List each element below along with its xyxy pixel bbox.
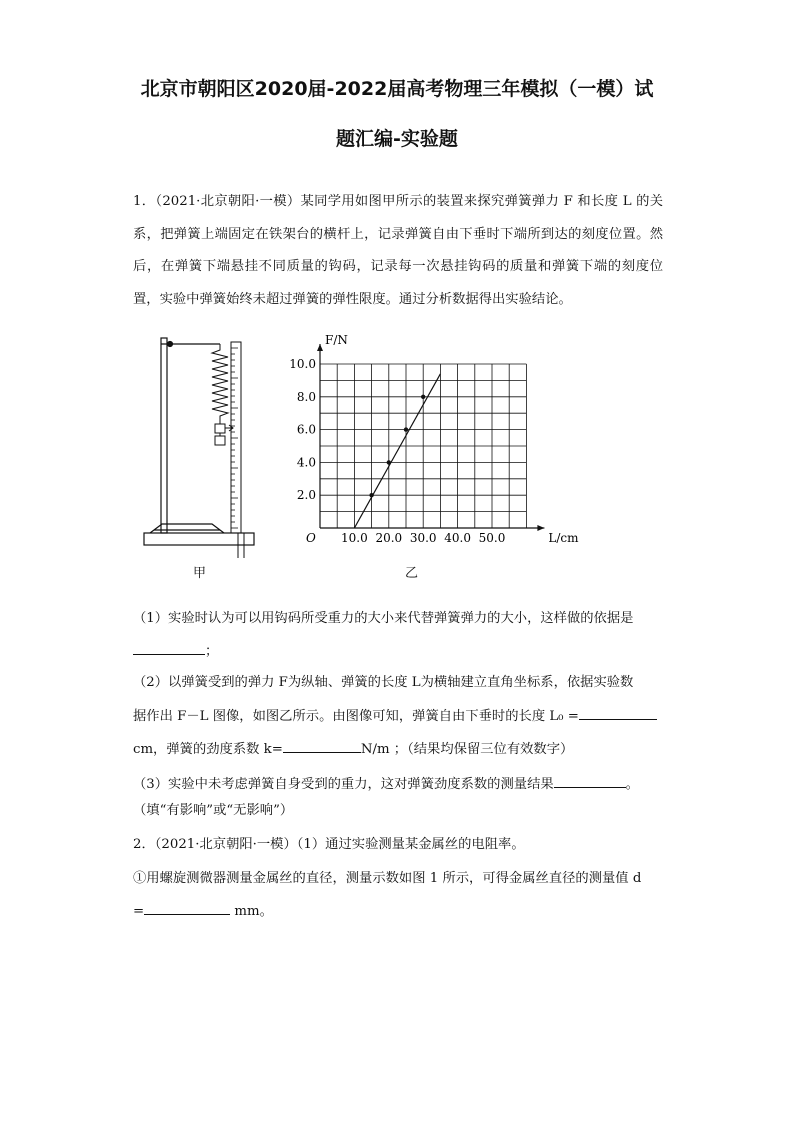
f-l-chart — [285, 330, 579, 550]
y-tick-label: 2.0 — [296, 488, 316, 503]
origin-label: O — [306, 531, 316, 545]
q1-sub1-text: （1）实验时认为可以用钩码所受重力的大小来代替弹簧弹力的大小，这样做的依据是 — [133, 611, 634, 626]
q2-item1-eq: = — [133, 904, 145, 919]
q1-sub3-line2: （填“有影响”或“无影响”） — [133, 803, 294, 818]
iron-stand — [144, 338, 254, 545]
q1-sub1-answer-line — [133, 640, 678, 663]
data-point — [421, 395, 425, 399]
q1-sub2-line2 — [133, 705, 678, 728]
x-tick-label: 30.0 — [409, 531, 437, 545]
y-tick-label: 8.0 — [296, 389, 316, 404]
q1-sub3-line1 — [133, 773, 678, 796]
q2-item1-unit: mm。 — [230, 904, 273, 919]
hook-weights — [215, 422, 233, 445]
y-tick-label: 6.0 — [296, 422, 316, 437]
q2-stem: 2．（2021·北京朝阳·一模）（1）通过实验测量某金属丝的电阻率。 — [133, 837, 525, 852]
x-axis-label: L/cm — [548, 531, 579, 545]
title-line-1: 北京市朝阳区2020届-2022届高考物理三年模拟（一模）试 — [140, 78, 654, 100]
figure-a-label: 甲 — [193, 566, 207, 581]
x-tick-label: 10.0 — [341, 531, 368, 545]
q2-item1-line1: ①用螺旋测微器测量金属丝的直径，测量示数如图 1 所示，可得金属丝直径的测量值 d — [133, 871, 642, 886]
answer-blank-3[interactable] — [554, 773, 626, 788]
y-tick-label: 4.0 — [296, 455, 316, 470]
q1-sub1-end: ； — [205, 644, 219, 659]
q1-sub2-line3 — [133, 738, 678, 761]
y-axis-arrow — [317, 344, 323, 351]
q1-stem: 1．（2021·北京朝阳·一模）某同学用如图甲所示的装置来探究弹簧弹力 F 和长度 L 的关系，把弹簧上端固定在铁架台的横杆上，记录弹簧自由下垂时下端所到达的刻度位置。然后，在弹簧下端悬挂不同质量的钩码，记录每一次悬挂钩码的质量和弹簧下端的刻度位置，实验中弹簧始终未超过弹簧的弹性限度。通过分析数据得出实验结论。 — [133, 194, 663, 307]
x-tick-label: 20.0 — [375, 531, 403, 545]
y-axis-label: F/N — [325, 333, 348, 347]
q1-sub2-line3b: N/m ；（结果均保留三位有效数字） — [360, 742, 574, 757]
ruler-ticks — [231, 348, 238, 528]
q1-sub2-line3a: cm，弹簧的劲度系数 k= — [133, 742, 283, 757]
figure-b-label: 乙 — [405, 566, 419, 581]
title-line-2: 题汇编-实验题 — [336, 128, 458, 150]
data-point — [404, 427, 408, 431]
answer-blank-d[interactable] — [144, 900, 230, 915]
q1-sub3-text: （3）实验中未考虑弹簧自身受到的重力，这对弹簧劲度系数的测量结果 — [133, 777, 554, 792]
chart-grid — [320, 364, 526, 528]
spring — [212, 344, 228, 422]
data-point — [369, 493, 373, 497]
x-axis-arrow — [537, 525, 544, 531]
q1-sub3-end: 。 — [625, 777, 639, 792]
chart-axes — [317, 344, 544, 531]
data-point — [387, 460, 391, 464]
answer-blank-k[interactable] — [283, 738, 361, 753]
y-tick-label: 10.0 — [289, 357, 316, 371]
answer-blank-l0[interactable] — [579, 705, 657, 720]
answer-blank-1[interactable] — [133, 640, 205, 655]
q1-sub1 — [133, 608, 678, 630]
x-tick-label: 40.0 — [444, 531, 471, 545]
document-title — [100, 64, 694, 164]
q1-sub2-line2-text: 据作出 F－L 图像，如图乙所示。由图像可知，弹簧自由下垂时的长度 L₀ = — [133, 709, 579, 724]
q1-sub2-line1: （2）以弹簧受到的弹力 F为纵轴、弹簧的长度 L为横轴建立直角坐标系，依据实验数 — [133, 675, 634, 690]
figure-apparatus — [140, 330, 260, 560]
x-tick-label: 50.0 — [478, 531, 506, 545]
q2-item1-line2 — [133, 900, 678, 923]
